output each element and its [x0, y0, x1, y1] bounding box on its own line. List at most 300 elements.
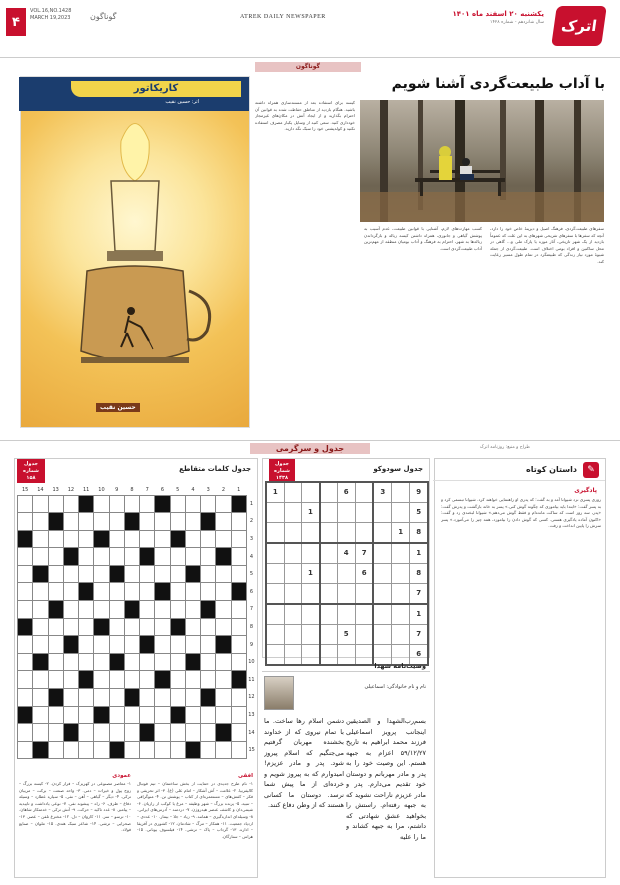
crossword-cell[interactable] — [33, 706, 48, 724]
crossword-cell[interactable] — [33, 583, 48, 601]
crossword-cell[interactable] — [63, 601, 78, 619]
crossword-cell[interactable] — [231, 548, 246, 566]
crossword-cell[interactable] — [185, 583, 200, 601]
crossword-cell[interactable] — [79, 741, 94, 759]
crossword-row-number: 5 — [249, 571, 254, 578]
sudoku-cell[interactable] — [392, 543, 410, 563]
crossword-black-cell — [79, 583, 94, 601]
crossword-cell[interactable] — [48, 548, 63, 566]
crossword-cell[interactable] — [124, 548, 139, 566]
sudoku-cell[interactable] — [302, 583, 320, 603]
crossword-cell[interactable] — [79, 689, 94, 707]
crossword-row — [18, 689, 257, 707]
crossword-cell[interactable] — [170, 565, 185, 583]
crossword-cell[interactable] — [124, 741, 139, 759]
crossword-cell[interactable] — [124, 583, 139, 601]
crossword-cell[interactable] — [124, 724, 139, 742]
crossword-cell[interactable] — [79, 653, 94, 671]
crossword-black-cell — [170, 706, 185, 724]
sudoku-cell[interactable]: 6 — [337, 482, 355, 502]
crossword-cell[interactable] — [63, 530, 78, 548]
sudoku-cell[interactable] — [373, 583, 391, 603]
crossword-cell[interactable] — [140, 495, 155, 513]
crossword-row — [18, 513, 257, 531]
story-header — [433, 459, 605, 481]
sudoku-cell[interactable]: 1 — [302, 502, 320, 522]
sudoku-cell[interactable] — [302, 523, 320, 543]
crossword-cell[interactable] — [94, 689, 109, 707]
crossword-cell[interactable] — [155, 565, 170, 583]
crossword-cell[interactable] — [216, 530, 231, 548]
sudoku-cell[interactable] — [373, 604, 391, 624]
crossword-cell[interactable] — [231, 689, 246, 707]
sudoku-cell[interactable]: 7 — [410, 583, 428, 603]
sudoku-cell[interactable] — [302, 604, 320, 624]
crossword-cell[interactable] — [170, 601, 185, 619]
crossword-cell[interactable] — [63, 706, 78, 724]
crossword-row — [18, 618, 257, 636]
crossword-cell[interactable] — [79, 548, 94, 566]
crossword-cell[interactable] — [33, 601, 48, 619]
sudoku-cell[interactable] — [320, 583, 337, 603]
crossword-cell[interactable] — [48, 653, 63, 671]
sudoku-cell[interactable] — [284, 502, 301, 522]
crossword-cell[interactable] — [140, 513, 155, 531]
sudoku-cell[interactable] — [373, 624, 391, 644]
sudoku-cell[interactable] — [355, 502, 373, 522]
crossword-cell[interactable] — [109, 530, 124, 548]
sudoku-cell[interactable] — [392, 502, 410, 522]
crossword-cell[interactable] — [201, 671, 216, 689]
crossword-cell[interactable] — [33, 618, 48, 636]
sudoku-cell[interactable] — [355, 523, 373, 543]
crossword-cell[interactable] — [94, 565, 109, 583]
sudoku-cell[interactable] — [392, 563, 410, 583]
sudoku-cell[interactable]: 6 — [410, 644, 428, 664]
sudoku-cell[interactable] — [355, 583, 373, 603]
crossword-cell[interactable] — [231, 636, 246, 654]
crossword-row-number: 10 — [248, 659, 255, 666]
crossword-cell[interactable] — [18, 495, 33, 513]
crossword-cell[interactable] — [63, 671, 78, 689]
sudoku-cell[interactable] — [337, 502, 355, 522]
crossword-cell[interactable] — [48, 530, 63, 548]
crossword-cell[interactable] — [124, 706, 139, 724]
crossword-cell[interactable] — [109, 636, 124, 654]
paper-name: ATREK DAILY NEWSPAPER — [240, 14, 326, 20]
crossword-cell[interactable] — [231, 724, 246, 742]
sudoku-cell[interactable] — [337, 583, 355, 603]
crossword-cell[interactable] — [216, 706, 231, 724]
crossword-cell[interactable] — [63, 495, 78, 513]
crossword-cell[interactable] — [94, 653, 109, 671]
cartoon-author: اثر: حسین نقیب — [165, 99, 199, 105]
crossword-cell[interactable] — [18, 724, 33, 742]
sudoku-cell[interactable]: 1 — [410, 604, 428, 624]
cartoon-signature: حسین نقیب — [96, 403, 140, 412]
sudoku-cell[interactable] — [392, 624, 410, 644]
crossword-cell[interactable] — [140, 706, 155, 724]
crossword-cell[interactable] — [170, 495, 185, 513]
crossword-cell[interactable] — [201, 530, 216, 548]
crossword-cell[interactable] — [201, 741, 216, 759]
crossword-cell[interactable] — [94, 548, 109, 566]
sudoku-cell[interactable] — [337, 604, 355, 624]
crossword-cell[interactable] — [109, 689, 124, 707]
crossword-cell[interactable] — [140, 671, 155, 689]
crossword-black-cell — [109, 565, 124, 583]
crossword-cell[interactable] — [216, 653, 231, 671]
crossword-cell[interactable] — [140, 618, 155, 636]
crossword-cell[interactable] — [185, 548, 200, 566]
crossword-cell[interactable] — [216, 618, 231, 636]
crossword-row-number: 12 — [248, 694, 255, 701]
sudoku-cell[interactable] — [284, 583, 301, 603]
crossword-cell[interactable] — [216, 565, 231, 583]
sudoku-cell[interactable] — [266, 563, 284, 583]
crossword-cell[interactable] — [231, 565, 246, 583]
sudoku-cell[interactable] — [355, 604, 373, 624]
crossword-cell[interactable] — [18, 601, 33, 619]
crossword-black-cell — [231, 671, 246, 689]
crossword-cell[interactable] — [216, 689, 231, 707]
crossword-cell[interactable] — [94, 495, 109, 513]
crossword-cell[interactable] — [94, 601, 109, 619]
crossword-col-number: 12 — [67, 486, 75, 493]
sudoku-cell[interactable] — [320, 543, 337, 563]
sudoku-cell[interactable] — [355, 482, 373, 502]
story-body: روزی پسری نزد شیوانا آمد و به گفت: که پدری او راهنمایی خواهند کرد. شیوانا تبسمی کرد و به پسر گفت: «ابتدا باید بیاموزی که چگونه گوش کنی.» پسر به خانه بازگشت و پدرش گفت: «پدر، سه روز است که ساکت مانده‌ام و فقط گوش می‌دهم.» شیوانا لبخندی زد و گفت: «اکنون آماده یادگیری هستی. کسی که گوش دادن را بیاموزد، همه چیز را می‌آموزد.» پسر سرش را پایین انداخت و رفت. — [441, 497, 601, 529]
crossword-cell[interactable] — [124, 530, 139, 548]
sudoku-cell[interactable] — [355, 624, 373, 644]
crossword-row — [18, 583, 257, 601]
crossword-cell[interactable] — [170, 689, 185, 707]
sudoku-cell[interactable]: 1 — [392, 523, 410, 543]
sudoku-cell[interactable] — [337, 563, 355, 583]
crossword-cell[interactable] — [231, 618, 246, 636]
crossword-cell[interactable] — [48, 495, 63, 513]
crossword-cell[interactable] — [231, 741, 246, 759]
sudoku-row — [266, 502, 428, 522]
crossword-cell[interactable] — [79, 636, 94, 654]
crossword-cell[interactable] — [140, 565, 155, 583]
sudoku-cell[interactable] — [284, 563, 301, 583]
crossword-cell[interactable] — [231, 513, 246, 531]
across-clues: ۱- نام طرح جدیدی در حمایت از بخش ساختمان – تیم فوتبال کالیفرنیا. ۲- علامت – آش آشکار – امام علی (ع). ۳- اثر تحریفی و فکر – کفش‌های – مستعمره‌ای از کتاب – پوشش تن. ۴- منوگرافی – تنبیه. ۵- پرنده بزرگ – شهر وظیفه – مرغ یا کوکب از رازیان. ۶- شیمی‌دان و کاشف عنصر هیدروژن. ۷- دردمند – آدرس‌های ایرانی. ۸- وسیله‌ای اندازه‌گیری – همانند. ۹- زیاد – جلا – بیمار. ۱۰- عددی – ازدیاد جمعیت. ۱۱- همکار – مرگ – شادمان. ۱۲- کشوری در آفریقا – اداره. ۱۳- گرداب – پاک – ترشی. ۱۴- فیلسوف یونانی. ۱۵- هراس – ستارگان. — [137, 781, 253, 839]
sudoku-cell[interactable] — [266, 624, 284, 644]
crossword-cell[interactable] — [48, 565, 63, 583]
sudoku-cell[interactable]: 7 — [355, 543, 373, 563]
crossword-cell[interactable] — [33, 636, 48, 654]
crossword-cell[interactable] — [63, 513, 78, 531]
sudoku-cell[interactable] — [266, 502, 284, 522]
crossword-cell[interactable] — [155, 548, 170, 566]
crossword-cell[interactable] — [63, 653, 78, 671]
crossword-cell[interactable] — [155, 724, 170, 742]
crossword-badge: جدول شماره ۱۵۸ — [17, 459, 45, 483]
crossword-cell[interactable] — [140, 653, 155, 671]
crossword-cell[interactable] — [170, 653, 185, 671]
crossword-cell[interactable] — [33, 530, 48, 548]
crossword-cell[interactable] — [140, 530, 155, 548]
crossword-cell[interactable] — [185, 706, 200, 724]
crossword-cell[interactable] — [216, 601, 231, 619]
crossword-cell[interactable] — [216, 741, 231, 759]
crossword-cell[interactable] — [79, 530, 94, 548]
crossword-cell[interactable] — [109, 548, 124, 566]
sudoku-cell[interactable]: 8 — [410, 563, 428, 583]
sudoku-row — [266, 523, 428, 543]
sudoku-cell[interactable]: 6 — [355, 563, 373, 583]
crossword-cell[interactable] — [48, 618, 63, 636]
crossword-cell[interactable] — [170, 724, 185, 742]
crossword-cell[interactable] — [216, 513, 231, 531]
crossword-cell[interactable] — [155, 618, 170, 636]
crossword-cell[interactable] — [185, 601, 200, 619]
crossword-cell[interactable] — [140, 689, 155, 707]
crossword-cell[interactable] — [185, 530, 200, 548]
story-section-title: داستان کوتاه — [526, 465, 577, 474]
crossword-cell[interactable] — [185, 513, 200, 531]
crossword-cell[interactable] — [33, 724, 48, 742]
sudoku-cell[interactable]: 1 — [266, 482, 284, 502]
sudoku-cell[interactable]: 5 — [337, 624, 355, 644]
sudoku-cell[interactable] — [373, 543, 391, 563]
crossword-cell[interactable] — [185, 689, 200, 707]
crossword-cell[interactable] — [124, 618, 139, 636]
crossword-cell[interactable] — [48, 671, 63, 689]
crossword-cell[interactable] — [216, 583, 231, 601]
crossword-cell[interactable] — [109, 583, 124, 601]
crossword-cell[interactable] — [109, 601, 124, 619]
crossword-cell[interactable] — [109, 671, 124, 689]
crossword-cell[interactable] — [155, 689, 170, 707]
sudoku-cell[interactable] — [284, 604, 301, 624]
crossword-cell[interactable] — [170, 741, 185, 759]
sudoku-cell[interactable] — [392, 482, 410, 502]
crossword-cell[interactable] — [63, 618, 78, 636]
crossword-cell[interactable] — [231, 530, 246, 548]
crossword-cell[interactable] — [140, 601, 155, 619]
crossword-cell[interactable] — [201, 724, 216, 742]
article-headline: با آداب طبیعت‌گردی آشنا شویم — [391, 76, 605, 92]
will-box — [262, 660, 430, 878]
sudoku-cell[interactable] — [302, 543, 320, 563]
crossword-row — [18, 495, 257, 513]
sudoku-row — [266, 583, 428, 603]
sudoku-cell[interactable] — [284, 523, 301, 543]
crossword-cell[interactable] — [18, 636, 33, 654]
crossword-title: جدول کلمات متقاطع — [179, 465, 251, 473]
sudoku-cell[interactable] — [320, 523, 337, 543]
crossword-black-cell — [170, 530, 185, 548]
crossword-cell[interactable] — [170, 636, 185, 654]
sudoku-cell[interactable] — [284, 624, 301, 644]
crossword-cell[interactable] — [124, 671, 139, 689]
sudoku-cell[interactable] — [266, 543, 284, 563]
crossword-cell[interactable] — [185, 724, 200, 742]
crossword-cell[interactable] — [63, 741, 78, 759]
crossword-cell[interactable] — [201, 583, 216, 601]
crossword-cell[interactable] — [155, 530, 170, 548]
sudoku-cell[interactable] — [373, 502, 391, 522]
crossword-cell[interactable] — [18, 741, 33, 759]
sudoku-cell[interactable] — [373, 563, 391, 583]
crossword-col-number: 10 — [98, 486, 105, 493]
crossword-cell[interactable] — [124, 636, 139, 654]
sudoku-cell[interactable] — [320, 502, 337, 522]
crossword-cell[interactable] — [33, 689, 48, 707]
crossword-cell[interactable] — [140, 741, 155, 759]
volume-info — [30, 8, 71, 22]
crossword-cell[interactable] — [201, 565, 216, 583]
crossword-cell[interactable] — [155, 636, 170, 654]
sudoku-cell[interactable] — [320, 563, 337, 583]
sudoku-cell[interactable]: 1 — [302, 563, 320, 583]
sudoku-cell[interactable] — [266, 523, 284, 543]
crossword-black-cell — [216, 548, 231, 566]
crossword-black-cell — [18, 530, 33, 548]
crossword-cell[interactable] — [33, 671, 48, 689]
sudoku-cell[interactable] — [320, 482, 337, 502]
crossword-cell[interactable] — [231, 706, 246, 724]
crossword-cell[interactable] — [79, 706, 94, 724]
crossword-cell[interactable] — [18, 653, 33, 671]
crossword-cell[interactable] — [185, 671, 200, 689]
crossword-cell[interactable] — [109, 495, 124, 513]
crossword-cell[interactable] — [48, 583, 63, 601]
sudoku-cell[interactable]: 3 — [373, 482, 391, 502]
crossword-cell[interactable] — [94, 636, 109, 654]
crossword-cell[interactable] — [94, 513, 109, 531]
crossword-cell[interactable] — [79, 513, 94, 531]
crossword-cell[interactable] — [185, 618, 200, 636]
crossword-cell[interactable] — [201, 618, 216, 636]
crossword-cell[interactable] — [201, 548, 216, 566]
oil-lamp-illustration — [21, 111, 249, 427]
crossword-cell[interactable] — [48, 636, 63, 654]
crossword-cell[interactable] — [79, 601, 94, 619]
crossword-row-number: 1 — [249, 500, 254, 507]
crossword-cell[interactable] — [79, 618, 94, 636]
crossword-cell[interactable] — [48, 724, 63, 742]
sudoku-cell[interactable] — [266, 604, 284, 624]
crossword-cell[interactable] — [155, 513, 170, 531]
sudoku-cell[interactable]: 1 — [410, 543, 428, 563]
crossword-col-number: 3 — [206, 486, 210, 493]
crossword-cell[interactable] — [18, 583, 33, 601]
sudoku-cell[interactable]: 7 — [410, 624, 428, 644]
crossword-cell[interactable] — [63, 583, 78, 601]
crossword-cell[interactable] — [94, 671, 109, 689]
cartoon-header — [19, 77, 249, 111]
sudoku-cell[interactable]: 9 — [410, 482, 428, 502]
crossword-cell[interactable] — [185, 495, 200, 513]
puzzle-credit: طراح و منبع: روزنامه اترک — [479, 445, 530, 450]
crossword-cell[interactable] — [48, 741, 63, 759]
crossword-cell[interactable] — [216, 671, 231, 689]
crossword-cell[interactable] — [94, 741, 109, 759]
sudoku-cell[interactable] — [392, 583, 410, 603]
crossword-cell[interactable] — [18, 513, 33, 531]
sudoku-cell[interactable] — [392, 604, 410, 624]
crossword-cell[interactable] — [109, 618, 124, 636]
crossword-cell[interactable] — [63, 689, 78, 707]
crossword-cell[interactable] — [155, 706, 170, 724]
crossword-cell[interactable] — [94, 724, 109, 742]
crossword-cell[interactable] — [170, 548, 185, 566]
sudoku-cell[interactable]: 8 — [410, 523, 428, 543]
crossword-cell[interactable] — [18, 565, 33, 583]
crossword-cell[interactable] — [109, 513, 124, 531]
crossword-cell[interactable] — [155, 653, 170, 671]
crossword-cell[interactable] — [18, 548, 33, 566]
crossword-cell[interactable] — [109, 706, 124, 724]
crossword-cell[interactable] — [124, 495, 139, 513]
martyr-portrait — [264, 676, 294, 710]
sudoku-cell[interactable] — [284, 482, 301, 502]
sudoku-cell[interactable] — [302, 624, 320, 644]
crossword-cell[interactable] — [201, 653, 216, 671]
crossword-cell[interactable] — [216, 495, 231, 513]
crossword-cell[interactable] — [185, 636, 200, 654]
crossword-cell[interactable] — [124, 565, 139, 583]
crossword-cell[interactable] — [79, 565, 94, 583]
crossword-col-number: 5 — [176, 486, 180, 493]
crossword-cell[interactable] — [170, 671, 185, 689]
crossword-cell[interactable] — [33, 548, 48, 566]
crossword-cell[interactable] — [231, 653, 246, 671]
crossword-cell[interactable] — [201, 706, 216, 724]
crossword-cell[interactable] — [33, 513, 48, 531]
sudoku-cell[interactable] — [373, 523, 391, 543]
sudoku-badge: جدول شماره ۱۴۳۸ — [269, 459, 295, 483]
crossword-cell[interactable] — [140, 583, 155, 601]
sudoku-cell[interactable] — [337, 523, 355, 543]
crossword-cell[interactable] — [201, 495, 216, 513]
crossword-cell[interactable] — [170, 583, 185, 601]
sudoku-cell[interactable]: 4 — [337, 543, 355, 563]
crossword-cell[interactable] — [33, 495, 48, 513]
crossword-cell[interactable] — [79, 724, 94, 742]
sudoku-cell[interactable] — [302, 482, 320, 502]
crossword-cell[interactable] — [124, 653, 139, 671]
crossword-cell[interactable] — [170, 513, 185, 531]
will-text-left: دشمن اسلام رها ساخت. ما با تمام نیروی که از خداوند بخشنده مهربان گرفتیم می‌جنگیم که اسلام پیروز شود. پدر و مادر عزیزم! امیدوارم که به پیروز شویم و خرده‌ای از ما پیش شما نرسد. دوستان ما کسانی هستند که از وطن دفاع کنند. — [264, 717, 344, 809]
sudoku-cell[interactable] — [320, 604, 337, 624]
crossword-cell[interactable] — [155, 601, 170, 619]
crossword-black-cell — [18, 618, 33, 636]
down-title: عمودی — [112, 773, 131, 779]
sudoku-cell[interactable] — [284, 543, 301, 563]
crossword-cell[interactable] — [48, 706, 63, 724]
crossword-cell[interactable] — [155, 741, 170, 759]
crossword-cell[interactable] — [201, 636, 216, 654]
book-icon: ✎ — [583, 462, 599, 478]
crossword-cell[interactable] — [18, 671, 33, 689]
crossword-col-number: 7 — [145, 486, 149, 493]
crossword-cell[interactable] — [63, 565, 78, 583]
sudoku-cell[interactable] — [320, 624, 337, 644]
crossword-cell[interactable] — [109, 724, 124, 742]
crossword-cell[interactable] — [94, 583, 109, 601]
crossword-cell[interactable] — [18, 689, 33, 707]
crossword-cell[interactable] — [231, 601, 246, 619]
sudoku-cell[interactable]: 5 — [410, 502, 428, 522]
crossword-row — [18, 671, 257, 689]
crossword-row-number: 13 — [248, 711, 255, 718]
sudoku-cell[interactable] — [266, 583, 284, 603]
